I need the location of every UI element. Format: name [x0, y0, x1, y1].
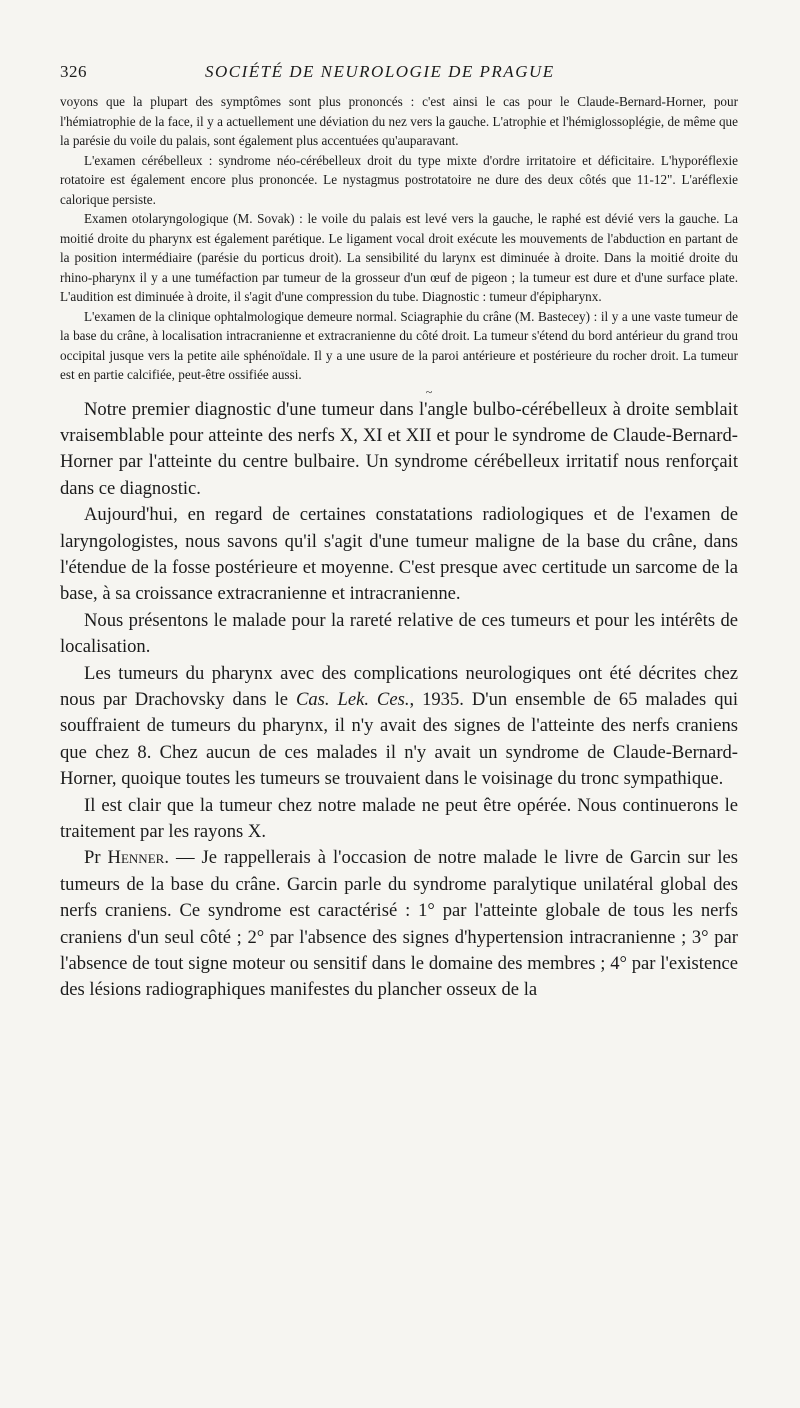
- small-paragraph-3: Examen otolaryngologique (M. Sovak) : le voile du palais est levé vers la gauche, le raphé est dévié vers la gauche. La moitié droite du pharynx est également parétique. Le ligament vocal droit exécute les mouvements de l'abduction en partant de la position intermédiaire (parésie du porticus droit). La sensibilité du larynx est diminuée à droite. Dans la moitié droite du rhino-pharynx il y a une tuméfaction par tumeur de la grosseur d'un œuf de pigeon ; la tumeur est dure et d'une surface plate. L'audition est diminuée à droite, il s'agit d'une compression du tube. Diagnostic : tumeur d'épipharynx.: [60, 211, 738, 304]
- speaker-prefix: Pr: [84, 847, 101, 869]
- paragraph-aujourdhui: Aujourd'hui, en regard de certaines constatations radiologiques et de l'examen de laryngologistes, nous savons qu'il s'agit d'une tumeur maligne de la base du crâne, dans l'étendue de la fosse postérieure et moyenne. C'est presque avec certitude un sarcome de la base, à sa croissance extracranienne et intracranienne.: [60, 504, 738, 605]
- page-header: [60, 62, 738, 92]
- small-paragraph-2: L'examen cérébelleux : syndrome néo-cérébelleux droit du type mixte d'ordre irritatoire et déficitaire. L'hyporéflexie rotatoire est également encore plus prononcée. Le nystagmus postrotatoire ne dure des deux côtés que 11-12". L'aréflexie calorique persiste.: [60, 152, 738, 207]
- speaker-name: Henner: [107, 847, 165, 869]
- paragraph-henner: [60, 845, 738, 1003]
- small-paragraph-1: voyons que la plupart des symptômes sont plus prononcés : c'est ainsi le cas pour le Claude-Bernard-Horner, pour l'hémiatrophie de la face, il y a actuellement une déviation du nez vers la gauche. L'atrophie et l'hémiglossoplégie, de même que la parésie du voile du palais, sont également plus accentuées qu'auparavant.: [60, 94, 738, 148]
- henner-text: . — Je rappellerais à l'occasion de notre malade le livre de Garcin sur les tumeurs de la base du crâne. Garcin parle du syndrome paralytique unilatéral global des nerfs craniens. Ce syndrome est caractérisé : 1° par l'atteinte globale de tous les nerfs craniens d'un seul côté ; 2° par l'absence des signes d'hypertension intracranienne ; 3° par l'absence de tout signe moteur ou sensitif dans le domaine des membres ; 4° par l'existence des lésions radiographiques manifestes du plancher osseux de la: [60, 847, 738, 1001]
- paragraph-diagnostic: Notre premier diagnostic d'une tumeur dans l'angle bulbo-cérébelleux à droite semblait vraisemblable pour atteinte des nerfs X, XI et XII et pour le syndrome de Claude-Bernard-Horner par l'atteinte du centre bulbaire. Un syndrome cérébelleux irritatif nous renforçait dans ce diagnostic.: [60, 398, 738, 499]
- drachovsky-text-before: Les tumeurs du pharynx avec des complications neurologiques ont été décrites chez nous par Drachovsky dans le: [60, 662, 738, 710]
- paragraph-clair: Il est clair que la tumeur chez notre malade ne peut être opérée. Nous continuerons le traitement par les rayons X.: [60, 794, 738, 842]
- running-title: SOCIÉTÉ DE NEUROLOGIE DE PRAGUE: [205, 62, 555, 81]
- page: [60, 62, 738, 1004]
- drachovsky-text-after: , 1935. D'un ensemble de 65 malades qui souffraient de tumeurs du pharynx, il n'y avait des signes de l'atteinte des nerfs craniens que chez 8. Chez aucun de ces malades il n'y avait un syndrome de Claude-Bernard-Horner, quoique toutes les tumeurs se trouvaient dans le voisinage du tronc sympathique.: [60, 688, 738, 790]
- paragraph-drachovsky: [60, 661, 738, 793]
- section-divider: ~: [425, 384, 433, 399]
- journal-citation: Cas. Lek. Ces.: [295, 688, 410, 710]
- small-paragraph-4: L'examen de la clinique ophtalmologique demeure normal. Sciagraphie du crâne (M. Bastecey) : il y a une vaste tumeur de la base du crâne, à localisation intracranienne et extracranienne du côté droit. La tumeur s'étend du bord antérieur du grand trou occipital jusque vers la petite aile sphénoïdale. Il y a une usure de la paroi antérieure et postérieure du rocher droit. La tumeur est en partie calcifiée, peut-être ossifiée aussi.: [60, 308, 738, 382]
- paragraph-presentons: Nous présentons le malade pour la rareté relative de ces tumeurs et pour les intérêts de localisation.: [60, 609, 738, 658]
- page-number: 326: [60, 62, 87, 81]
